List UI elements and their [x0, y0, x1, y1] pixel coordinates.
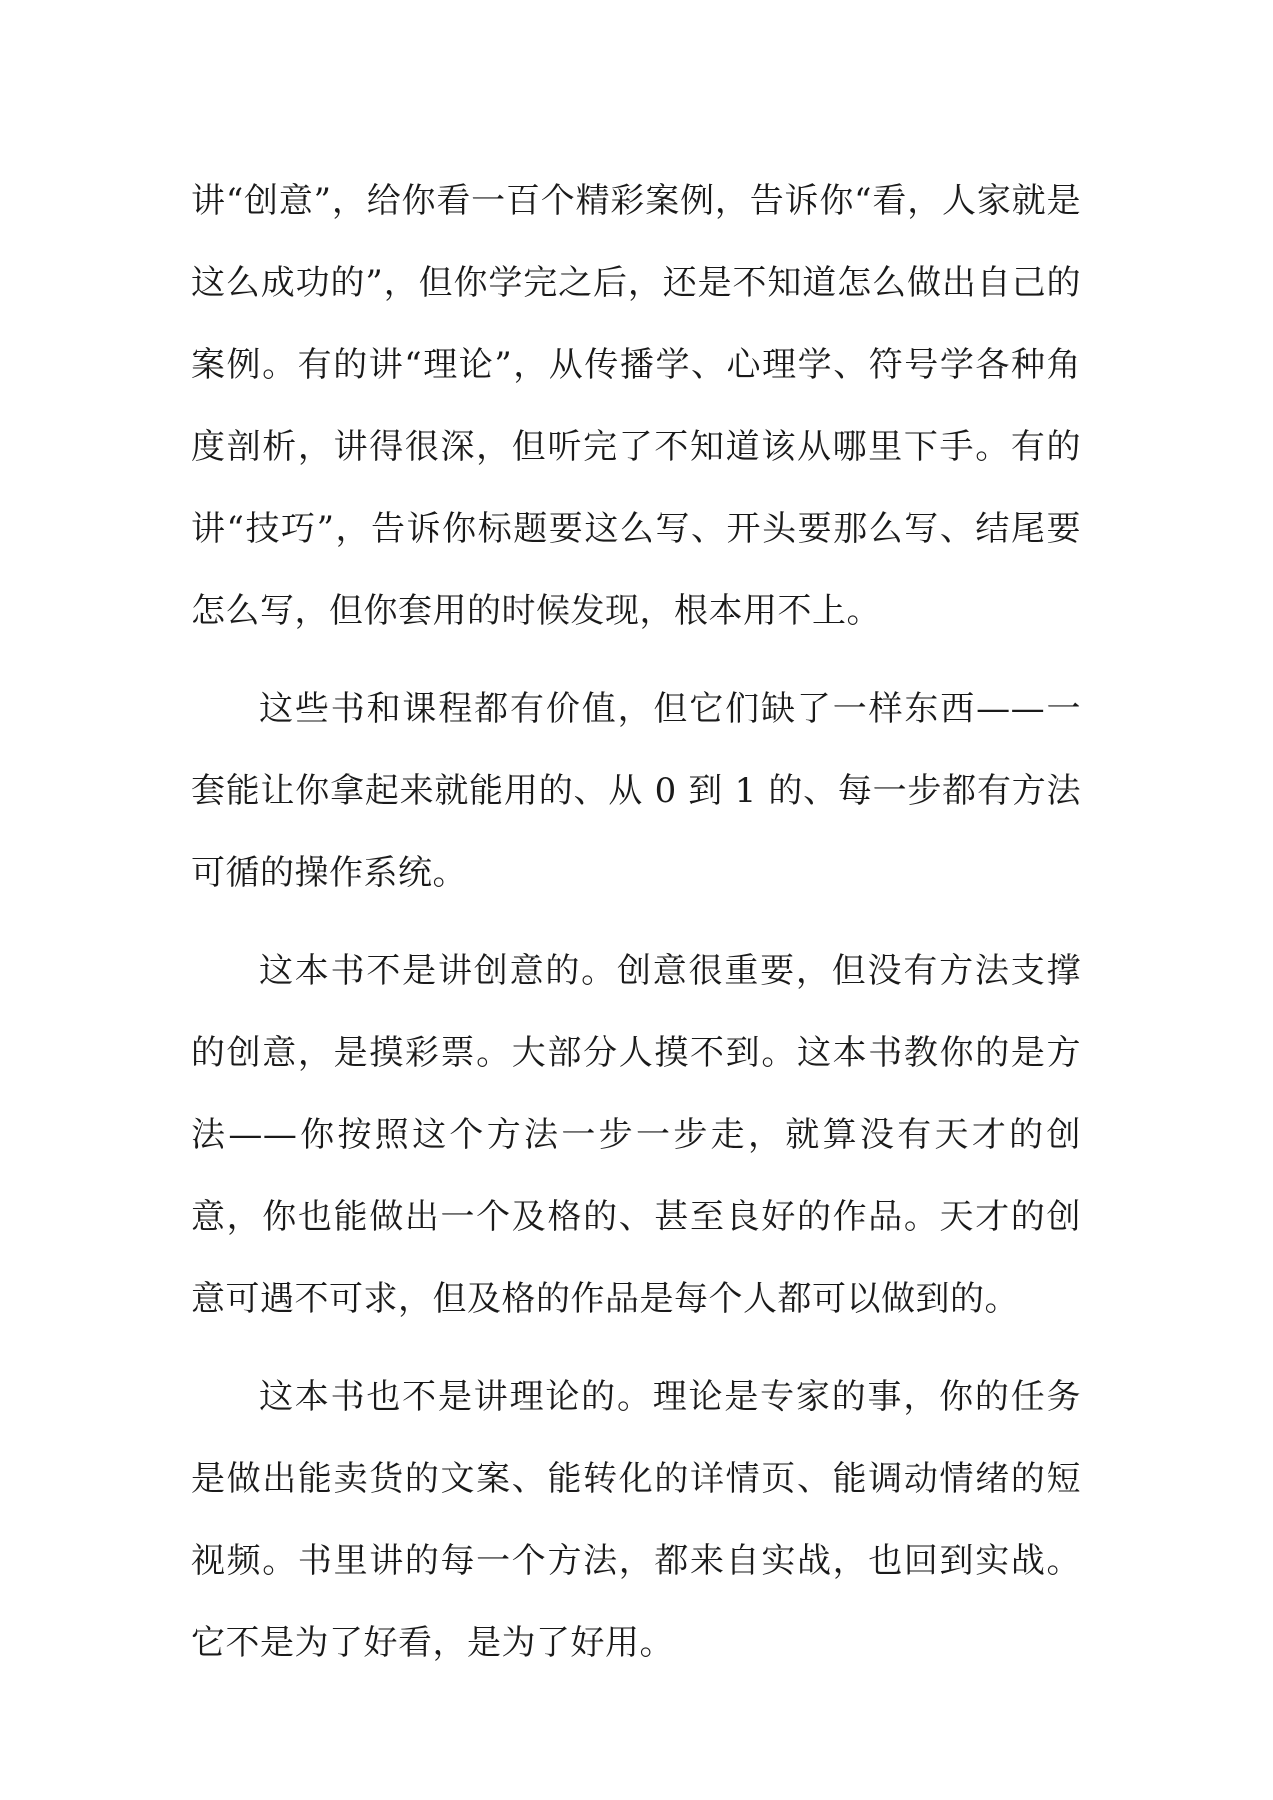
body-text: [191, 160, 1081, 1684]
paragraph-4: 这本书也不是讲理论的。理论是专家的事，你的任务是做出能卖货的文案、能转化的详情页、能调动情绪的短视频。书里讲的每一个方法，都来自实战，也回到实战。它不是为了好看，是为了好用。: [191, 1377, 1081, 1663]
paragraph-3: 这本书不是讲创意的。创意很重要，但没有方法支撑的创意，是摸彩票。大部分人摸不到。这本书教你的是方法——你按照这个方法一步一步走，就算没有天才的创意，你也能做出一个及格的、甚至良好的作品。天才的创意可遇不可求，但及格的作品是每个人都可以做到的。: [191, 951, 1081, 1319]
paragraph-2: 这些书和课程都有价值，但它们缺了一样东西——一套能让你拿起来就能用的、从 0 到 1 的、每一步都有方法可循的操作系统。: [191, 689, 1081, 893]
paragraph-1: 讲“创意”，给你看一百个精彩案例，告诉你“看，人家就是这么成功的”，但你学完之后，还是不知道怎么做出自己的案例。有的讲“理论”，从传播学、心理学、符号学各种角度剖析，讲得很深，但听完了不知道该从哪里下手。有的讲“技巧”，告诉你标题要这么写、开头要那么写、结尾要怎么写，但你套用的时候发现，根本用不上。: [191, 181, 1081, 631]
